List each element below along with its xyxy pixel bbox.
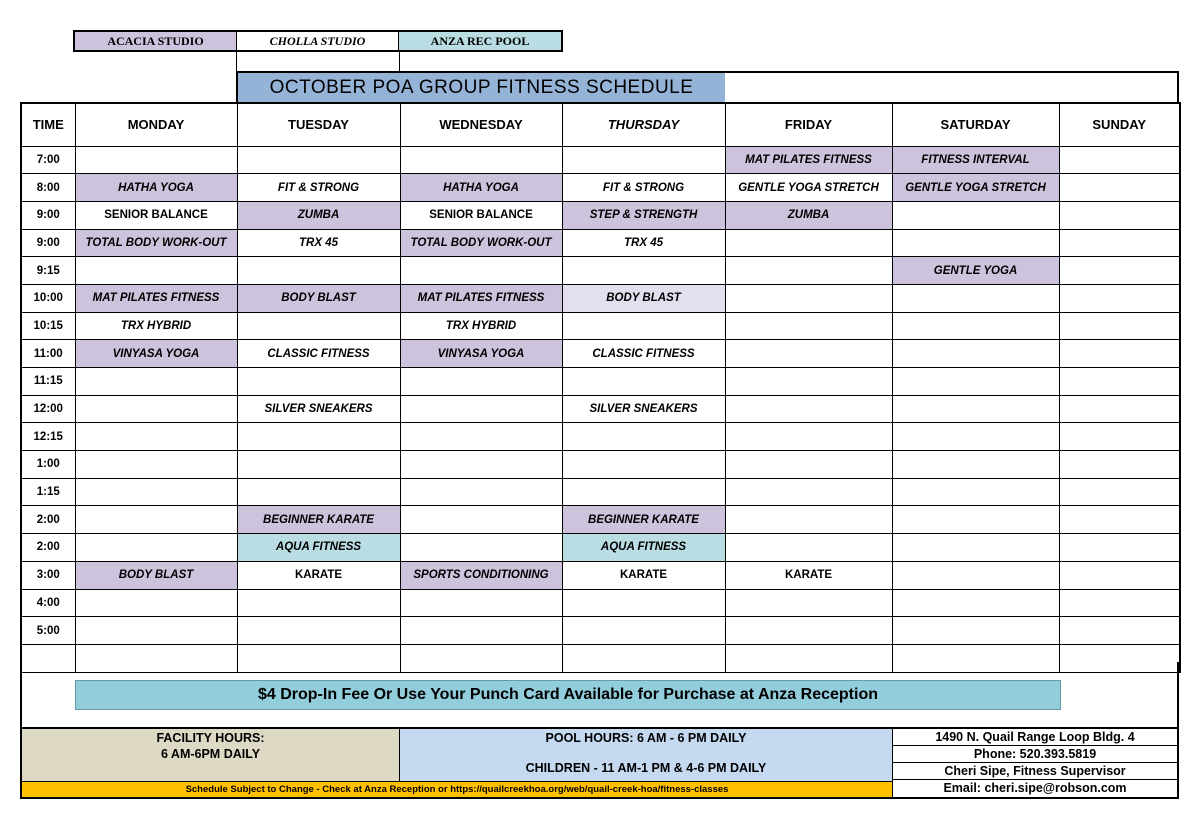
empty-cell: [892, 340, 1059, 368]
empty-cell: [1059, 561, 1180, 589]
empty-cell: [75, 534, 237, 562]
class-cell: CLASSIC FITNESS: [237, 340, 400, 368]
empty-cell: [892, 589, 1059, 617]
class-cell: HATHA YOGA: [400, 174, 562, 202]
empty-cell: [75, 423, 237, 451]
class-cell: VINYASA YOGA: [400, 340, 562, 368]
schedule-row: [21, 423, 1180, 451]
class-cell: VINYASA YOGA: [75, 340, 237, 368]
schedule-row: [21, 284, 1180, 312]
contact-info: [893, 729, 1177, 797]
time-cell: 12:15: [21, 423, 75, 451]
empty-cell: [725, 423, 892, 451]
empty-cell: [1059, 506, 1180, 534]
schedule-row: [21, 368, 1180, 396]
schedule-row: [21, 451, 1180, 479]
empty-cell: [725, 451, 892, 479]
empty-cell: [75, 478, 237, 506]
schedule-row: [21, 506, 1180, 534]
column-header: TUESDAY: [237, 103, 400, 146]
class-cell: TOTAL BODY WORK-OUT: [400, 229, 562, 257]
empty-cell: [1059, 368, 1180, 396]
empty-cell: [892, 561, 1059, 589]
class-cell: TRX HYBRID: [400, 312, 562, 340]
empty-cell: [400, 478, 562, 506]
legend-anza-rec-pool: ANZA REC POOL: [399, 32, 561, 50]
class-cell: BODY BLAST: [75, 561, 237, 589]
empty-cell: [892, 368, 1059, 396]
empty-cell: [1059, 478, 1180, 506]
empty-cell: [237, 617, 400, 645]
class-cell: TRX HYBRID: [75, 312, 237, 340]
empty-cell: [400, 589, 562, 617]
empty-cell: [75, 257, 237, 285]
empty-cell: [237, 589, 400, 617]
empty-cell: [400, 423, 562, 451]
class-cell: BEGINNER KARATE: [237, 506, 400, 534]
empty-cell: [892, 506, 1059, 534]
schedule-row: [21, 534, 1180, 562]
class-cell: FIT & STRONG: [562, 174, 725, 202]
empty-cell: [1059, 617, 1180, 645]
empty-cell: [725, 284, 892, 312]
schedule-row: [21, 395, 1180, 423]
time-cell: 5:00: [21, 617, 75, 645]
contact-address: 1490 N. Quail Range Loop Bldg. 4: [893, 729, 1177, 746]
empty-cell: [400, 617, 562, 645]
class-cell: GENTLE YOGA STRETCH: [892, 174, 1059, 202]
empty-cell: [1059, 284, 1180, 312]
time-cell: 7:00: [21, 146, 75, 174]
empty-cell: [562, 617, 725, 645]
title-strip-spacer: [236, 52, 400, 72]
empty-cell: [892, 284, 1059, 312]
time-cell: 3:00: [21, 561, 75, 589]
empty-cell: [562, 589, 725, 617]
empty-cell: [1059, 312, 1180, 340]
empty-cell: [1059, 174, 1180, 202]
class-cell: GENTLE YOGA STRETCH: [725, 174, 892, 202]
class-cell: SENIOR BALANCE: [400, 201, 562, 229]
empty-cell: [562, 312, 725, 340]
empty-cell: [1059, 589, 1180, 617]
empty-cell: [1059, 201, 1180, 229]
empty-cell: [725, 395, 892, 423]
class-cell: CLASSIC FITNESS: [562, 340, 725, 368]
time-cell: 9:00: [21, 201, 75, 229]
empty-cell: [75, 368, 237, 396]
time-cell: 9:15: [21, 257, 75, 285]
time-cell: 1:15: [21, 478, 75, 506]
schedule-row: [21, 478, 1180, 506]
empty-cell: [75, 617, 237, 645]
time-cell: 8:00: [21, 174, 75, 202]
class-cell: KARATE: [562, 561, 725, 589]
empty-cell: [237, 368, 400, 396]
dropin-fee-banner: $4 Drop-In Fee Or Use Your Punch Card Available for Purchase at Anza Reception: [75, 680, 1061, 710]
empty-cell: [400, 506, 562, 534]
empty-cell: [1059, 534, 1180, 562]
class-cell: KARATE: [725, 561, 892, 589]
time-cell: 1:00: [21, 451, 75, 479]
empty-cell: [725, 617, 892, 645]
footer: [20, 727, 1179, 799]
class-cell: TRX 45: [562, 229, 725, 257]
empty-cell: [892, 617, 1059, 645]
time-cell: 11:15: [21, 368, 75, 396]
empty-cell: [562, 257, 725, 285]
empty-cell: [725, 478, 892, 506]
empty-cell: [400, 395, 562, 423]
empty-cell: [562, 146, 725, 174]
time-cell: 11:00: [21, 340, 75, 368]
schedule-notice: Schedule Subject to Change - Check at Anza Reception or https://quailcreekhoa.org/web/quail-creek-hoa/fitness-classes: [22, 781, 893, 797]
empty-cell: [725, 312, 892, 340]
empty-cell: [1059, 229, 1180, 257]
schedule-row: [21, 257, 1180, 285]
class-cell: ZUMBA: [725, 201, 892, 229]
class-cell: BEGINNER KARATE: [562, 506, 725, 534]
studio-legend: [73, 30, 563, 52]
class-cell: MAT PILATES FITNESS: [75, 284, 237, 312]
empty-cell: [75, 589, 237, 617]
empty-cell: [1059, 423, 1180, 451]
dropin-area: [20, 662, 1179, 728]
facility-hours: [22, 729, 400, 781]
empty-cell: [1059, 395, 1180, 423]
empty-cell: [400, 451, 562, 479]
class-cell: AQUA FITNESS: [237, 534, 400, 562]
class-cell: TRX 45: [237, 229, 400, 257]
empty-cell: [400, 368, 562, 396]
contact-phone: Phone: 520.393.5819: [893, 746, 1177, 763]
class-cell: KARATE: [237, 561, 400, 589]
empty-cell: [892, 451, 1059, 479]
empty-cell: [237, 146, 400, 174]
empty-cell: [562, 423, 725, 451]
class-cell: AQUA FITNESS: [562, 534, 725, 562]
empty-cell: [892, 534, 1059, 562]
column-header: SUNDAY: [1059, 103, 1180, 146]
time-cell: 9:00: [21, 229, 75, 257]
empty-cell: [400, 534, 562, 562]
facility-hours-value: 6 AM-6PM DAILY: [160, 747, 261, 761]
empty-cell: [237, 451, 400, 479]
empty-cell: [725, 257, 892, 285]
header-row: [21, 103, 1180, 146]
schedule-row: [21, 617, 1180, 645]
empty-cell: [892, 478, 1059, 506]
class-cell: FIT & STRONG: [237, 174, 400, 202]
empty-cell: [892, 395, 1059, 423]
column-header: FRIDAY: [725, 103, 892, 146]
class-cell: SENIOR BALANCE: [75, 201, 237, 229]
class-cell: MAT PILATES FITNESS: [725, 146, 892, 174]
class-cell: SILVER SNEAKERS: [562, 395, 725, 423]
empty-cell: [1059, 257, 1180, 285]
contact-email[interactable]: Email: cheri.sipe@robson.com: [943, 781, 1127, 795]
empty-cell: [75, 451, 237, 479]
time-cell: 2:00: [21, 534, 75, 562]
contact-supervisor: Cheri Sipe, Fitness Supervisor: [893, 763, 1177, 780]
pool-hours: [400, 729, 893, 781]
empty-cell: [892, 423, 1059, 451]
empty-cell: [237, 257, 400, 285]
empty-cell: [725, 340, 892, 368]
empty-cell: [237, 478, 400, 506]
column-header: MONDAY: [75, 103, 237, 146]
empty-cell: [75, 506, 237, 534]
empty-cell: [237, 423, 400, 451]
class-cell: SPORTS CONDITIONING: [400, 561, 562, 589]
empty-cell: [1059, 146, 1180, 174]
time-cell: 10:00: [21, 284, 75, 312]
empty-cell: [75, 395, 237, 423]
schedule-row: [21, 340, 1180, 368]
empty-cell: [725, 229, 892, 257]
class-cell: STEP & STRENGTH: [562, 201, 725, 229]
pool-hours-heading: POOL HOURS: 6 AM - 6 PM DAILY: [545, 731, 747, 745]
title-row: [236, 71, 1179, 102]
class-cell: BODY BLAST: [562, 284, 725, 312]
column-header: WEDNESDAY: [400, 103, 562, 146]
empty-cell: [75, 146, 237, 174]
schedule-row: [21, 229, 1180, 257]
empty-cell: [892, 229, 1059, 257]
column-header: TIME: [21, 103, 75, 146]
legend-cholla-studio: CHOLLA STUDIO: [237, 32, 399, 50]
class-cell: BODY BLAST: [237, 284, 400, 312]
schedule-row: [21, 146, 1180, 174]
empty-cell: [892, 312, 1059, 340]
class-cell: GENTLE YOGA: [892, 257, 1059, 285]
class-cell: TOTAL BODY WORK-OUT: [75, 229, 237, 257]
empty-cell: [725, 589, 892, 617]
column-header: SATURDAY: [892, 103, 1059, 146]
empty-cell: [400, 257, 562, 285]
column-header: THURSDAY: [562, 103, 725, 146]
schedule-row: [21, 312, 1180, 340]
schedule-row: [21, 201, 1180, 229]
empty-cell: [562, 451, 725, 479]
time-cell: 12:00: [21, 395, 75, 423]
time-cell: 4:00: [21, 589, 75, 617]
empty-cell: [725, 506, 892, 534]
empty-cell: [400, 146, 562, 174]
empty-cell: [892, 201, 1059, 229]
class-cell: MAT PILATES FITNESS: [400, 284, 562, 312]
page-title: OCTOBER POA GROUP FITNESS SCHEDULE: [238, 73, 725, 102]
empty-cell: [725, 534, 892, 562]
schedule-row: [21, 561, 1180, 589]
schedule-row: [21, 174, 1180, 202]
class-cell: ZUMBA: [237, 201, 400, 229]
time-cell: 10:15: [21, 312, 75, 340]
schedule-table: [20, 102, 1181, 673]
empty-cell: [1059, 340, 1180, 368]
empty-cell: [562, 478, 725, 506]
pool-children-hours: CHILDREN - 11 AM-1 PM & 4-6 PM DAILY: [525, 761, 767, 775]
class-cell: FITNESS INTERVAL: [892, 146, 1059, 174]
schedule-row: [21, 589, 1180, 617]
empty-cell: [725, 368, 892, 396]
class-cell: SILVER SNEAKERS: [237, 395, 400, 423]
legend-acacia-studio: ACACIA STUDIO: [75, 32, 237, 50]
class-cell: HATHA YOGA: [75, 174, 237, 202]
time-cell: 2:00: [21, 506, 75, 534]
empty-cell: [562, 368, 725, 396]
facility-hours-heading: FACILITY HOURS:: [156, 731, 265, 745]
empty-cell: [1059, 451, 1180, 479]
empty-cell: [237, 312, 400, 340]
